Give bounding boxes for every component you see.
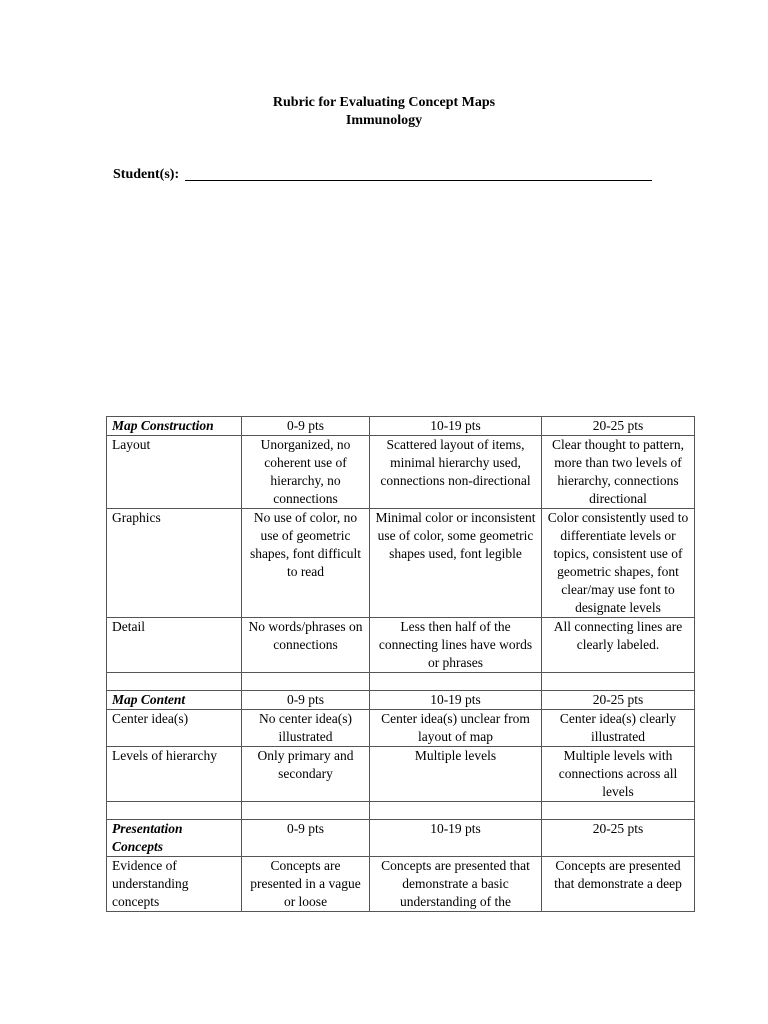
section-header: Map Construction: [107, 417, 242, 436]
criterion-cell: Evidence of understanding concepts: [107, 857, 242, 912]
rubric-cell: Multiple levels: [370, 747, 542, 802]
section-header-row: [107, 417, 695, 436]
table-row: [107, 857, 695, 912]
level-header: 10-19 pts: [370, 691, 542, 710]
rubric-cell: No words/phrases on connections: [242, 618, 370, 673]
document-subtitle: Immunology: [345, 113, 423, 128]
level-header: 10-19 pts: [370, 820, 542, 857]
section-header-row: [107, 691, 695, 710]
level-header: 10-19 pts: [370, 417, 542, 436]
rubric-cell: Less then half of the connecting lines have words or phrases: [370, 618, 542, 673]
rubric-cell: Only primary and secondary: [242, 747, 370, 802]
level-header: 0-9 pts: [242, 691, 370, 710]
table-row: [107, 436, 695, 509]
rubric-cell: Concepts are presented that demonstrate a deep: [542, 857, 695, 912]
table-row: [107, 509, 695, 618]
rubric-cell: Unorganized, no coherent use of hierarchy, no connections: [242, 436, 370, 509]
student-name-line[interactable]: [185, 180, 652, 181]
rubric-cell: All connecting lines are clearly labeled.: [542, 618, 695, 673]
rubric-cell: Concepts are presented that demonstrate a basic understanding of the: [370, 857, 542, 912]
criterion-cell: Detail: [107, 618, 242, 673]
rubric-cell: Scattered layout of items, minimal hierarchy used, connections non-directional: [370, 436, 542, 509]
level-header: 20-25 pts: [542, 691, 695, 710]
level-header: 0-9 pts: [242, 820, 370, 857]
spacer-row: [107, 673, 695, 691]
table-row: [107, 710, 695, 747]
criterion-cell: Center idea(s): [107, 710, 242, 747]
criterion-cell: Layout: [107, 436, 242, 509]
rubric-cell: Center idea(s) clearly illustrated: [542, 710, 695, 747]
section-header: Presentation Concepts: [107, 820, 242, 857]
document-title: Rubric for Evaluating Concept Maps: [272, 95, 496, 110]
student-label: Student(s):: [113, 167, 180, 182]
level-header: 20-25 pts: [542, 417, 695, 436]
rubric-cell: No use of color, no use of geometric shapes, font difficult to read: [242, 509, 370, 618]
table-row: [107, 747, 695, 802]
rubric-cell: No center idea(s) illustrated: [242, 710, 370, 747]
rubric-cell: Concepts are presented in a vague or loose: [242, 857, 370, 912]
table-row: [107, 618, 695, 673]
section-header: Map Content: [107, 691, 242, 710]
rubric-table: [106, 416, 695, 912]
rubric-cell: Multiple levels with connections across all levels: [542, 747, 695, 802]
rubric-cell: Clear thought to pattern, more than two levels of hierarchy, connections directional: [542, 436, 695, 509]
rubric-cell: Center idea(s) unclear from layout of map: [370, 710, 542, 747]
criterion-cell: Graphics: [107, 509, 242, 618]
section-header-row: [107, 820, 695, 857]
spacer-row: [107, 802, 695, 820]
level-header: 20-25 pts: [542, 820, 695, 857]
criterion-cell: Levels of hierarchy: [107, 747, 242, 802]
rubric-cell: Minimal color or inconsistent use of color, some geometric shapes used, font legible: [370, 509, 542, 618]
rubric-cell: Color consistently used to differentiate levels or topics, consistent use of geometric shapes, font clear/may use font to designate levels: [542, 509, 695, 618]
level-header: 0-9 pts: [242, 417, 370, 436]
